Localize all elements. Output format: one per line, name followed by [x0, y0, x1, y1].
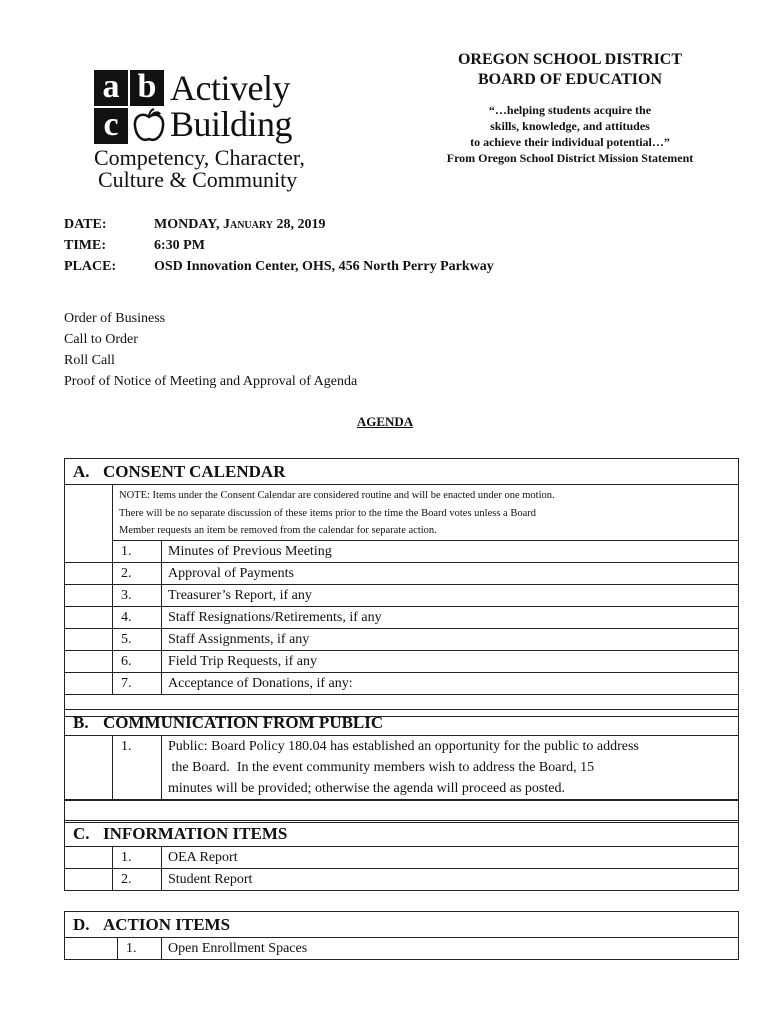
agenda-item [65, 938, 738, 959]
item-number: 4. [112, 607, 162, 628]
item-text: Field Trip Requests, if any [168, 653, 317, 669]
mission-source: From Oregon School District Mission Statement [446, 151, 694, 165]
time-row [64, 235, 494, 256]
mission-statement [410, 102, 730, 166]
document-header [410, 50, 730, 166]
section-letter: C. [73, 823, 90, 843]
section-header [65, 821, 738, 847]
item-text [162, 736, 738, 799]
logo-tagline-1: Competency, Character, [94, 145, 305, 170]
section-information-items [64, 820, 739, 891]
item-number: 1. [112, 736, 162, 799]
agenda-item [65, 869, 738, 890]
mission-line: to achieve their individual potential…” [470, 135, 670, 149]
order-item: Roll Call [64, 353, 115, 368]
item-text: Student Report [168, 872, 253, 887]
note-line: NOTE: Items under the Consent Calendar are considered routine and will be enacted under one motion. [119, 490, 555, 501]
item-text: Open Enrollment Spaces [168, 941, 308, 956]
logo-letter-a: a [94, 70, 128, 106]
note-line: There will be no separate discussion of these items prior to the time the Board votes unless a Board [119, 507, 536, 519]
meeting-details [64, 214, 494, 277]
agenda-item [65, 541, 738, 563]
section-letter: B. [73, 712, 89, 732]
item-number: 1. [112, 847, 162, 868]
board-name: BOARD OF EDUCATION [477, 71, 662, 88]
item-text: Approval of Payments [168, 565, 294, 581]
item-text: Staff Assignments, if any [168, 631, 310, 647]
section-letter: A. [73, 461, 90, 481]
agenda-title: AGENDA [356, 414, 414, 429]
section-title: CONSENT CALENDAR [103, 461, 286, 481]
order-item: Proof of Notice of Meeting and Approval of Agenda [64, 374, 358, 389]
logo-letter-b: b [130, 70, 164, 106]
item-number: 6. [112, 651, 162, 672]
place-label: PLACE: [64, 258, 117, 274]
section-title: COMMUNICATION FROM PUBLIC [103, 712, 384, 732]
logo-word-building: Building [170, 104, 293, 144]
agenda-item [65, 651, 738, 673]
item-line: Public: Board Policy 180.04 has established an opportunity for the public to address [168, 739, 639, 754]
section-letter: D. [73, 914, 90, 934]
item-text: Treasurer’s Report, if any [168, 587, 312, 603]
time-value: 6:30 PM [154, 237, 205, 253]
section-spacer [65, 800, 738, 822]
item-text: Minutes of Previous Meeting [168, 543, 332, 559]
agenda-item [65, 563, 738, 585]
item-number: 5. [112, 629, 162, 650]
item-number: 1. [112, 541, 162, 562]
order-item: Order of Business [64, 311, 166, 326]
item-text: OEA Report [168, 850, 238, 865]
place-value: OSD Innovation Center, OHS, 456 North Perry Parkway [154, 258, 494, 274]
agenda-item [65, 673, 738, 694]
item-list [65, 541, 738, 694]
district-logo [92, 64, 322, 194]
date-value: MONDAY, January 28, 2019 [154, 216, 326, 232]
section-action-items [64, 911, 739, 960]
item-list [65, 847, 738, 890]
date-row [64, 214, 494, 235]
consent-note [112, 485, 738, 541]
mission-line: “…helping students acquire the [488, 103, 652, 117]
date-label: DATE: [64, 216, 107, 232]
item-number: 2. [112, 563, 162, 584]
logo-word-actively: Actively [170, 68, 290, 108]
section-header [65, 459, 738, 485]
item-number: 3. [112, 585, 162, 606]
place-row [64, 256, 494, 277]
agenda-item [65, 736, 738, 800]
section-consent-calendar [64, 458, 739, 717]
item-number: 1. [117, 938, 162, 959]
item-line: minutes will be provided; otherwise the agenda will proceed as posted. [168, 781, 565, 796]
time-label: TIME: [64, 237, 106, 253]
item-line: the Board. In the event community members wish to address the Board, 15 [168, 760, 595, 775]
section-title: ACTION ITEMS [103, 914, 231, 934]
agenda-item [65, 607, 738, 629]
section-title: INFORMATION ITEMS [103, 823, 288, 843]
agenda-item [65, 847, 738, 869]
abc-apple-icon [94, 70, 166, 144]
agenda-item [65, 629, 738, 651]
order-item: Call to Order [64, 332, 138, 347]
item-number: 7. [112, 673, 162, 694]
item-text: Acceptance of Donations, if any: [168, 675, 353, 691]
agenda-item [65, 585, 738, 607]
logo-letter-c: c [94, 108, 128, 144]
logo-tagline-2: Culture & Community [98, 167, 298, 192]
item-number: 2. [112, 869, 162, 890]
item-text: Staff Resignations/Retirements, if any [168, 609, 382, 625]
section-header [65, 710, 738, 736]
item-list [65, 938, 738, 959]
note-line: Member requests an item be removed from the calendar for separate action. [119, 525, 437, 536]
order-of-business [64, 308, 357, 392]
district-name: OREGON SCHOOL DISTRICT [457, 51, 683, 68]
section-header [65, 912, 738, 938]
apple-icon [132, 108, 166, 144]
mission-line: skills, knowledge, and attitudes [490, 119, 650, 133]
section-communication-from-public [64, 709, 739, 823]
